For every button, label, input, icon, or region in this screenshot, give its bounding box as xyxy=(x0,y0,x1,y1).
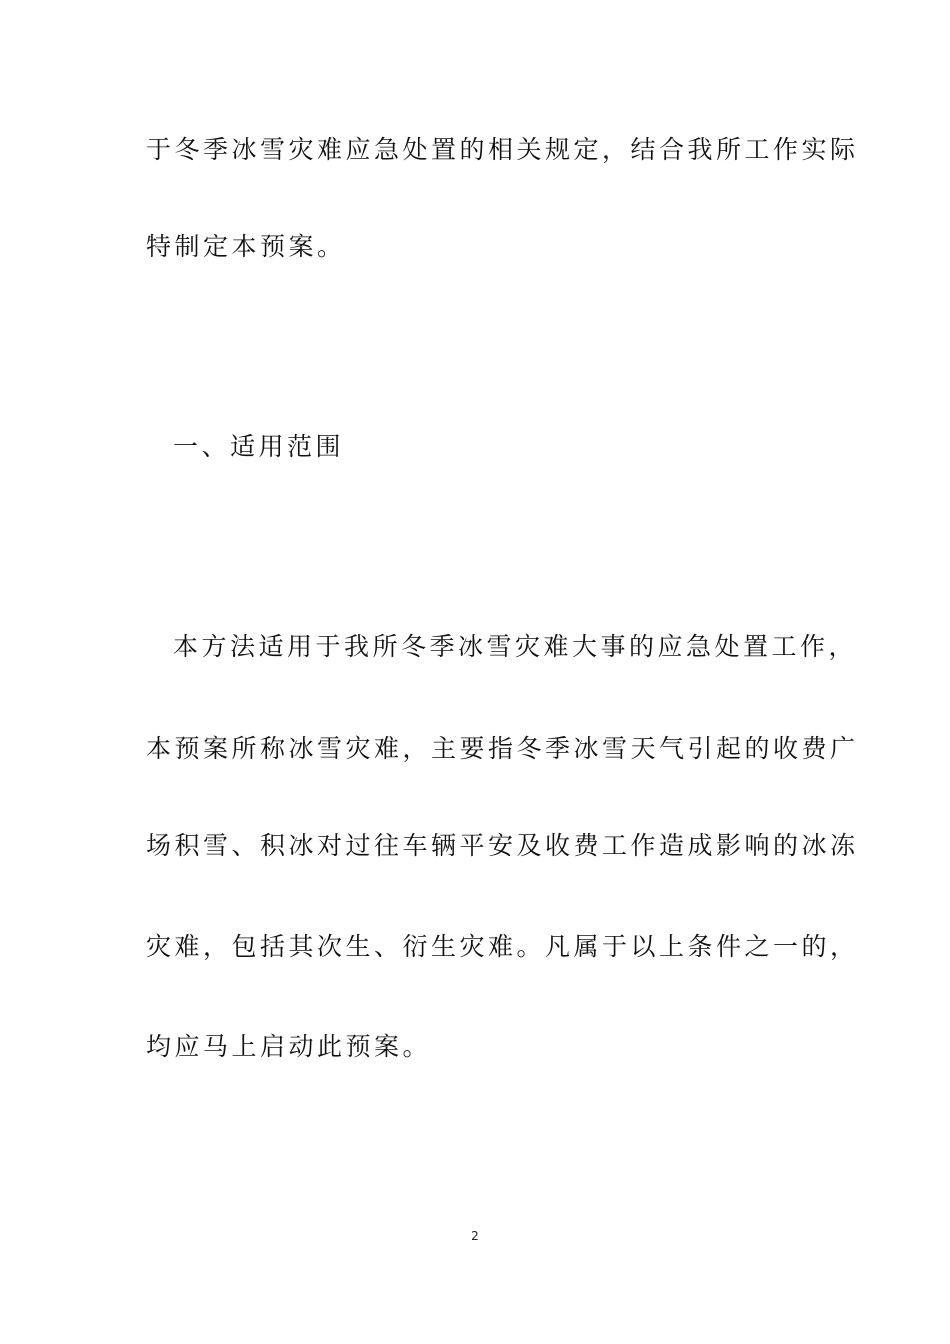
page-number: 2 xyxy=(471,1229,479,1243)
paragraph-line: 均应马上启动此预案。 xyxy=(146,1032,432,1061)
section-heading: 一、适用范围 xyxy=(173,432,345,461)
paragraph-line: 本预案所称冰雪灾难，主要指冬季冰雪天气引起的收费广 xyxy=(146,734,859,763)
paragraph-line: 本方法适用于我所冬季冰雪灾难大事的应急处置工作， xyxy=(173,632,858,661)
paragraph-line: 场积雪、积冰对过往车辆平安及收费工作造成影响的冰冻 xyxy=(146,831,859,860)
paragraph-line: 灾难，包括其次生、衍生灾难。凡属于以上条件之一的， xyxy=(146,932,859,961)
paragraph-line: 特制定本预案。 xyxy=(146,232,346,261)
paragraph-line: 于冬季冰雪灾难应急处置的相关规定，结合我所工作实际 xyxy=(146,135,859,164)
